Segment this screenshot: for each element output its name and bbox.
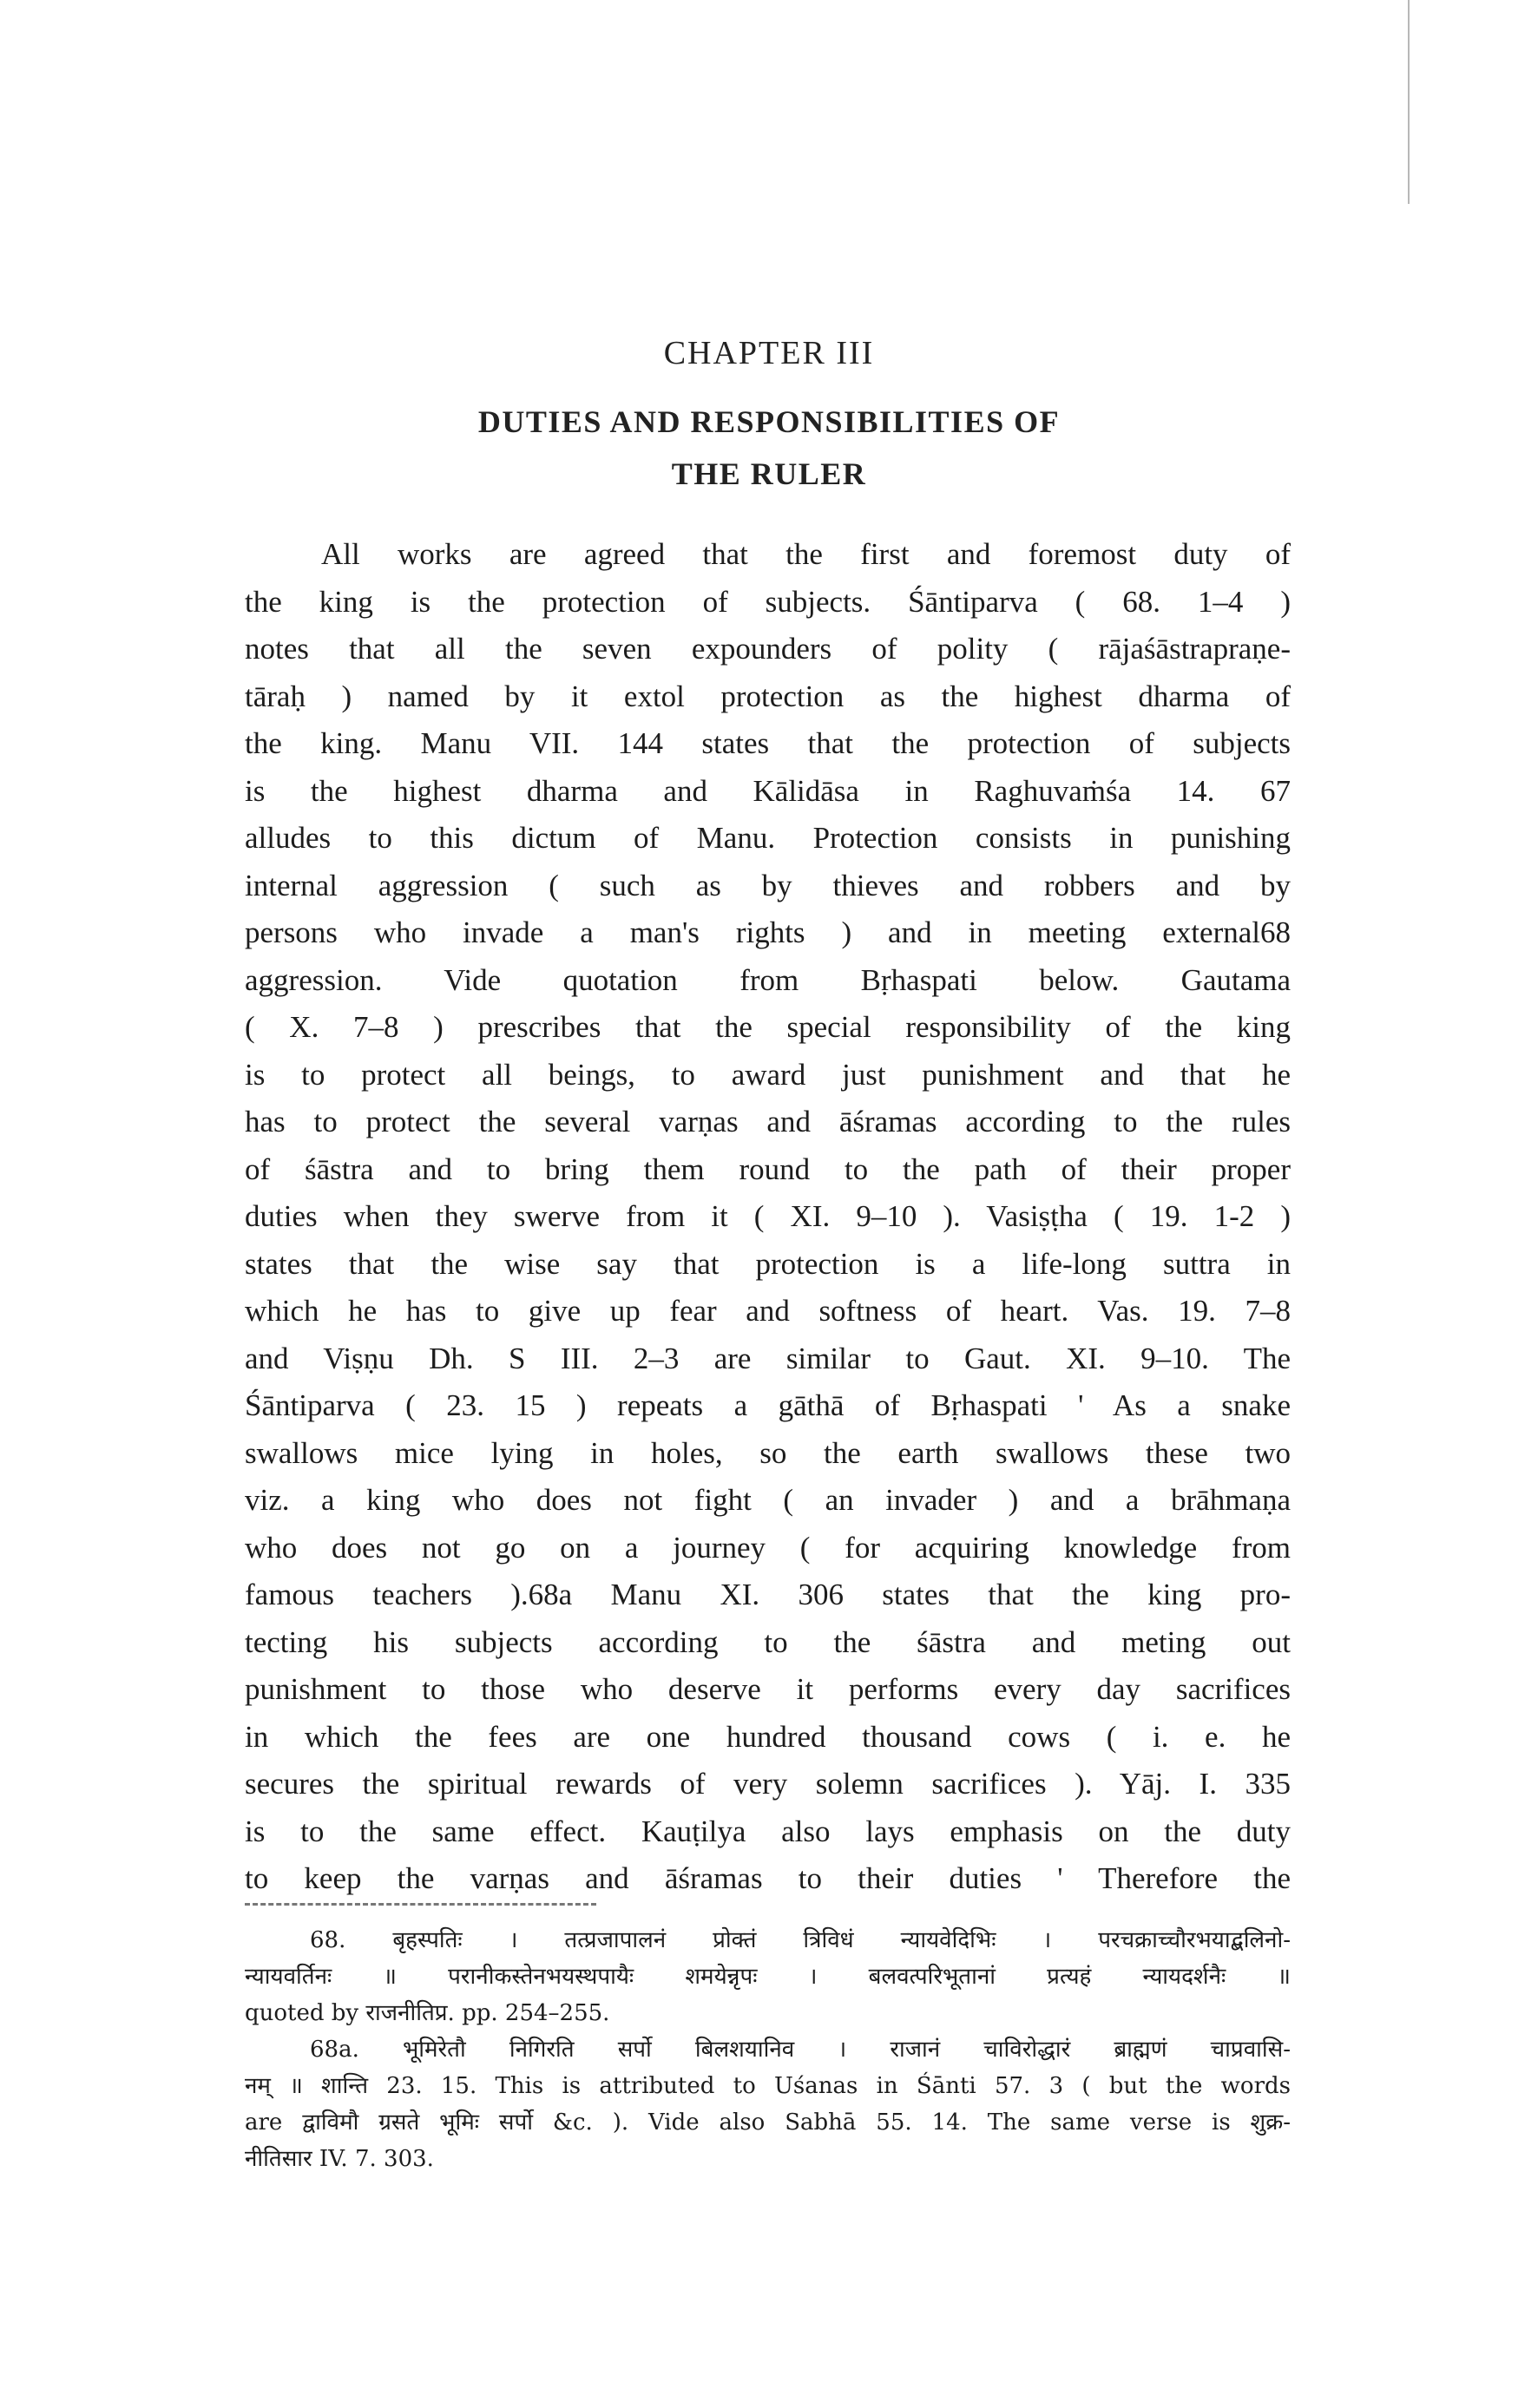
body-line: to keep the varṇas and āśramas to their duties ' Therefore the (245, 1861, 1291, 1895)
body-line: is to the same effect. Kauṭilya also lays emphasis on the duty (245, 1814, 1291, 1848)
body-line: internal aggression ( such as by thieves and robbers and by (245, 868, 1291, 902)
footnote-line: 68. बृहस्पतिः । तत्प्रजापालनं प्रोक्तं त्रिविधं न्यायवेदिभिः । परचक्राच्चौरभयाद्बलिनो- (310, 1927, 1291, 1953)
body-line: duties when they swerve from it ( XI. 9–10 ). Vasiṣṭha ( 19. 1-2 ) (245, 1199, 1291, 1233)
body-paragraph (245, 531, 1291, 1903)
body-line: tāraḥ ) named by it extol protection as the highest dharma of (245, 679, 1291, 713)
footnote-separator (245, 1903, 596, 1906)
body-line: secures the spiritual rewards of very solemn sacrifices ). Yāj. I. 335 (245, 1767, 1291, 1801)
body-line: persons who invade a man's rights ) and in meeting external68 (245, 915, 1291, 949)
body-line: tecting his subjects according to the śāstra and meting out (245, 1624, 1291, 1659)
page-edge-line (1408, 0, 1410, 204)
body-line: states that the wise say that protection is a life-long suttra in (245, 1246, 1291, 1281)
footnote-line: quoted by राजनीतिप्र. pp. 254–255. (245, 2000, 610, 2026)
body-line: and Viṣṇu Dh. S III. 2–3 are similar to Gaut. XI. 9–10. The (245, 1341, 1291, 1375)
body-line: has to protect the several varṇas and āśramas according to the rules (245, 1105, 1291, 1138)
body-line: swallows mice lying in holes, so the earth swallows these two (245, 1435, 1291, 1470)
chapter-title-line-1: DUTIES AND RESPONSIBILITIES OF (477, 404, 1061, 439)
body-line: viz. a king who does not fight ( an invader ) and a brāhmaṇa (245, 1483, 1291, 1517)
body-line: the king. Manu VII. 144 states that the protection of subjects (245, 726, 1291, 760)
body-line: Śāntiparva ( 23. 15 ) repeats a gāthā of Bṛhaspati ' As a snake (245, 1388, 1291, 1422)
body-line: ( X. 7–8 ) prescribes that the special responsibility of the king (245, 1010, 1291, 1044)
body-line: is the highest dharma and Kālidāsa in Raghuvaṁśa 14. 67 (245, 773, 1291, 808)
chapter-label: CHAPTER III (663, 335, 875, 371)
body-line: of śāstra and to bring them round to the path of their proper (245, 1152, 1291, 1186)
body-line: which he has to give up fear and softness of heart. Vas. 19. 7–8 (245, 1294, 1291, 1328)
body-line: aggression. Vide quotation from Bṛhaspati below. Gautama (245, 962, 1291, 997)
footnotes (245, 1922, 1291, 2177)
chapter-title-line-2: THE RULER (671, 456, 867, 491)
footnote-line: न्यायवर्तिनः ॥ परानीकस्तेनभयस्थपायैः शमयेन्नृपः । बलवत्परिभूतानां प्रत्यहं न्यायदर्शनैः ॥ (245, 1964, 1291, 1990)
body-line: who does not go on a journey ( for acquiring knowledge from (245, 1530, 1291, 1565)
body-line: is to protect all beings, to award just punishment and that he (245, 1057, 1291, 1092)
footnote-line: are द्वाविमौ ग्रसते भूमिः सर्पो &c. ). Vide also Sabhā 55. 14. The same verse is शुक्र- (245, 2109, 1291, 2136)
body-line: the king is the protection of subjects. Śāntiparva ( 68. 1–4 ) (245, 584, 1291, 619)
body-line: famous teachers ).68a Manu XI. 306 states that the king pro- (245, 1578, 1291, 1611)
body-line: notes that all the seven expounders of polity ( rājaśāstrapraṇe- (245, 632, 1291, 666)
footnote-line: 68a. भूमिरेतौ निगिरति सर्पो बिलशयानिव । राजानं चाविरोद्धारं ब्राह्मणं चाप्रवासि- (310, 2037, 1291, 2063)
body-line: punishment to those who deserve it performs every day sacrifices (245, 1672, 1291, 1706)
footnote-line: नम् ॥ शान्ति 23. 15. This is attributed to Uśanas in Śānti 57. 3 ( but the words (245, 2073, 1291, 2099)
body-line: All works are agreed that the first and foremost duty of (321, 537, 1291, 571)
body-line: alludes to this dictum of Manu. Protection consists in punishing (245, 821, 1291, 855)
footnote-line: नीतिसार IV. 7. 303. (245, 2146, 434, 2172)
body-line: in which the fees are one hundred thousand cows ( i. e. he (245, 1719, 1291, 1754)
